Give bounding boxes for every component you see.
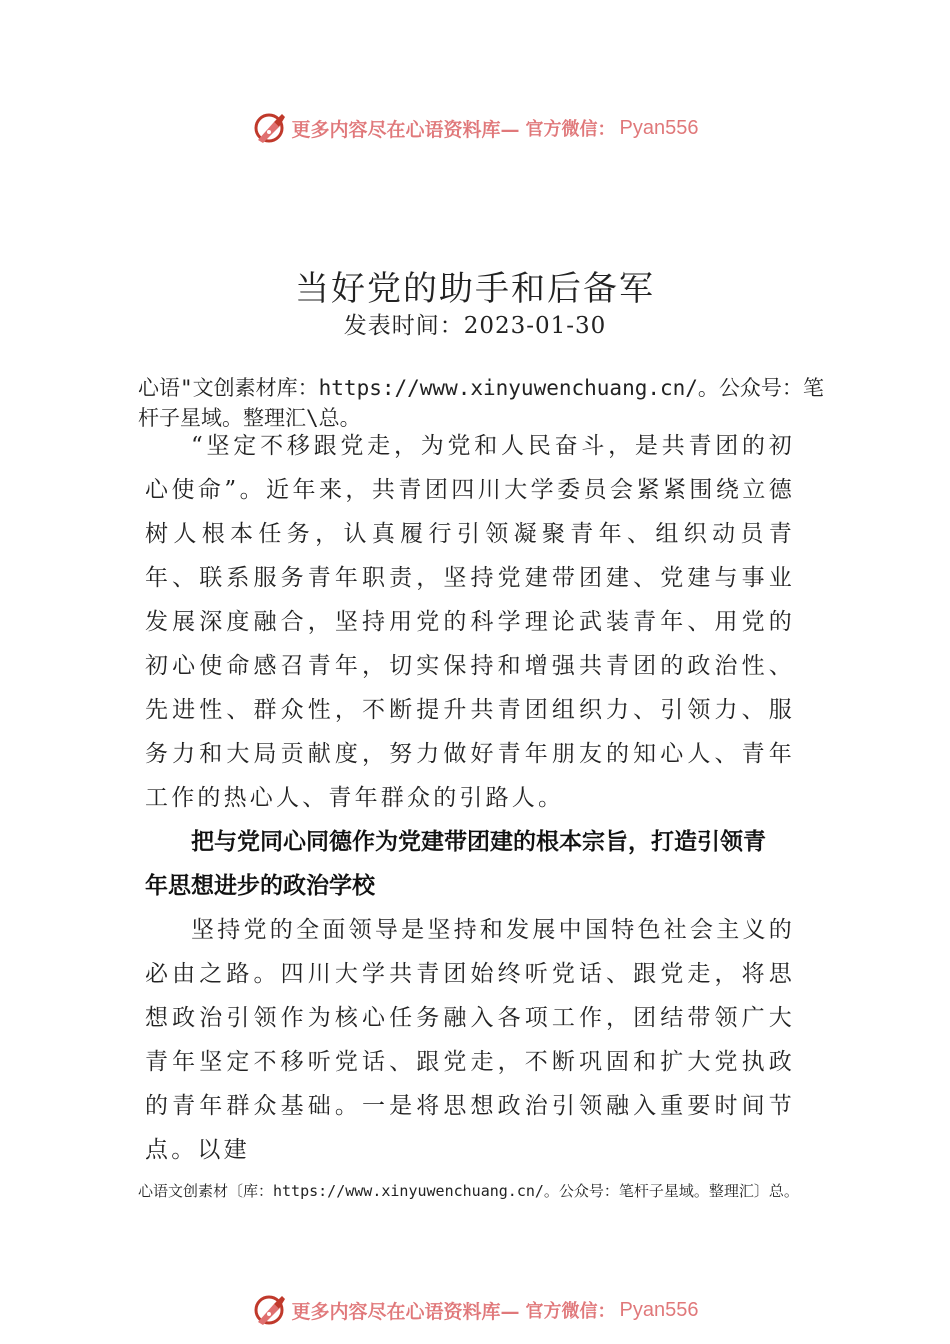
banner-wechat-label: 官方微信：: [525, 119, 616, 140]
section-heading: 把与党同心同德作为党建带团建的根本宗旨，打造引领青年思想进步的政治学校: [145, 829, 766, 899]
bottom-banner: [0, 1290, 950, 1330]
body-paragraph-1: “坚定不移跟党走，为党和人民奋斗，是共青团的初心使命”。近年来，共青团四川大学委员会紧紧围绕立德树人根本任务，认真履行引领凝聚青年、组织动员青年、联系服务青年职责，坚持党建带团建、党建与事业发展深度融合，坚持用党的科学理论武装青年、用党的初心使命感召青年，切实保持和增强共青团的政治性、先进性、群众性，不断提升共青团组织力、引领力、服务力和大局贡献度，努力做好青年朋友的知心人、青年工作的热心人、青年群众的引路人。: [145, 433, 795, 811]
footer-source-note: 心语文创素材〔库：https://www.xinyuwenchuang.cn/。公众号：笔杆子星域。整理汇〕总。: [138, 1182, 799, 1200]
publish-date: 发表时间：2023-01-30: [343, 313, 607, 339]
banner-wechat-label: 官方微信：: [525, 1301, 616, 1322]
source-note: 心语"文创素材库：https://www.xinyuwenchuang.cn/。公众号：笔杆子星域。整理汇\总。: [138, 376, 824, 430]
banner-wechat-handle: Pyan556: [619, 116, 699, 139]
fountain-pen-logo-icon: [252, 110, 288, 146]
article-title: 当好党的助手和后备军: [295, 268, 655, 309]
banner-wechat-handle: Pyan556: [619, 1298, 699, 1321]
fountain-pen-logo-icon: [252, 1292, 288, 1328]
banner-text: 更多内容尽在心语资料库—: [291, 118, 520, 141]
body-paragraph-2: 坚持党的全面领导是坚持和发展中国特色社会主义的必由之路。四川大学共青团始终听党话、跟党走，将思想政治引领作为核心任务融入各项工作，团结带领广大青年坚定不移听党话、跟党走，不断巩固和扩大党执政的青年群众基础。一是将思想政治引领融入重要时间节点。以建: [145, 917, 795, 1163]
banner-text: 更多内容尽在心语资料库—: [291, 1300, 520, 1323]
top-banner: [0, 108, 950, 148]
